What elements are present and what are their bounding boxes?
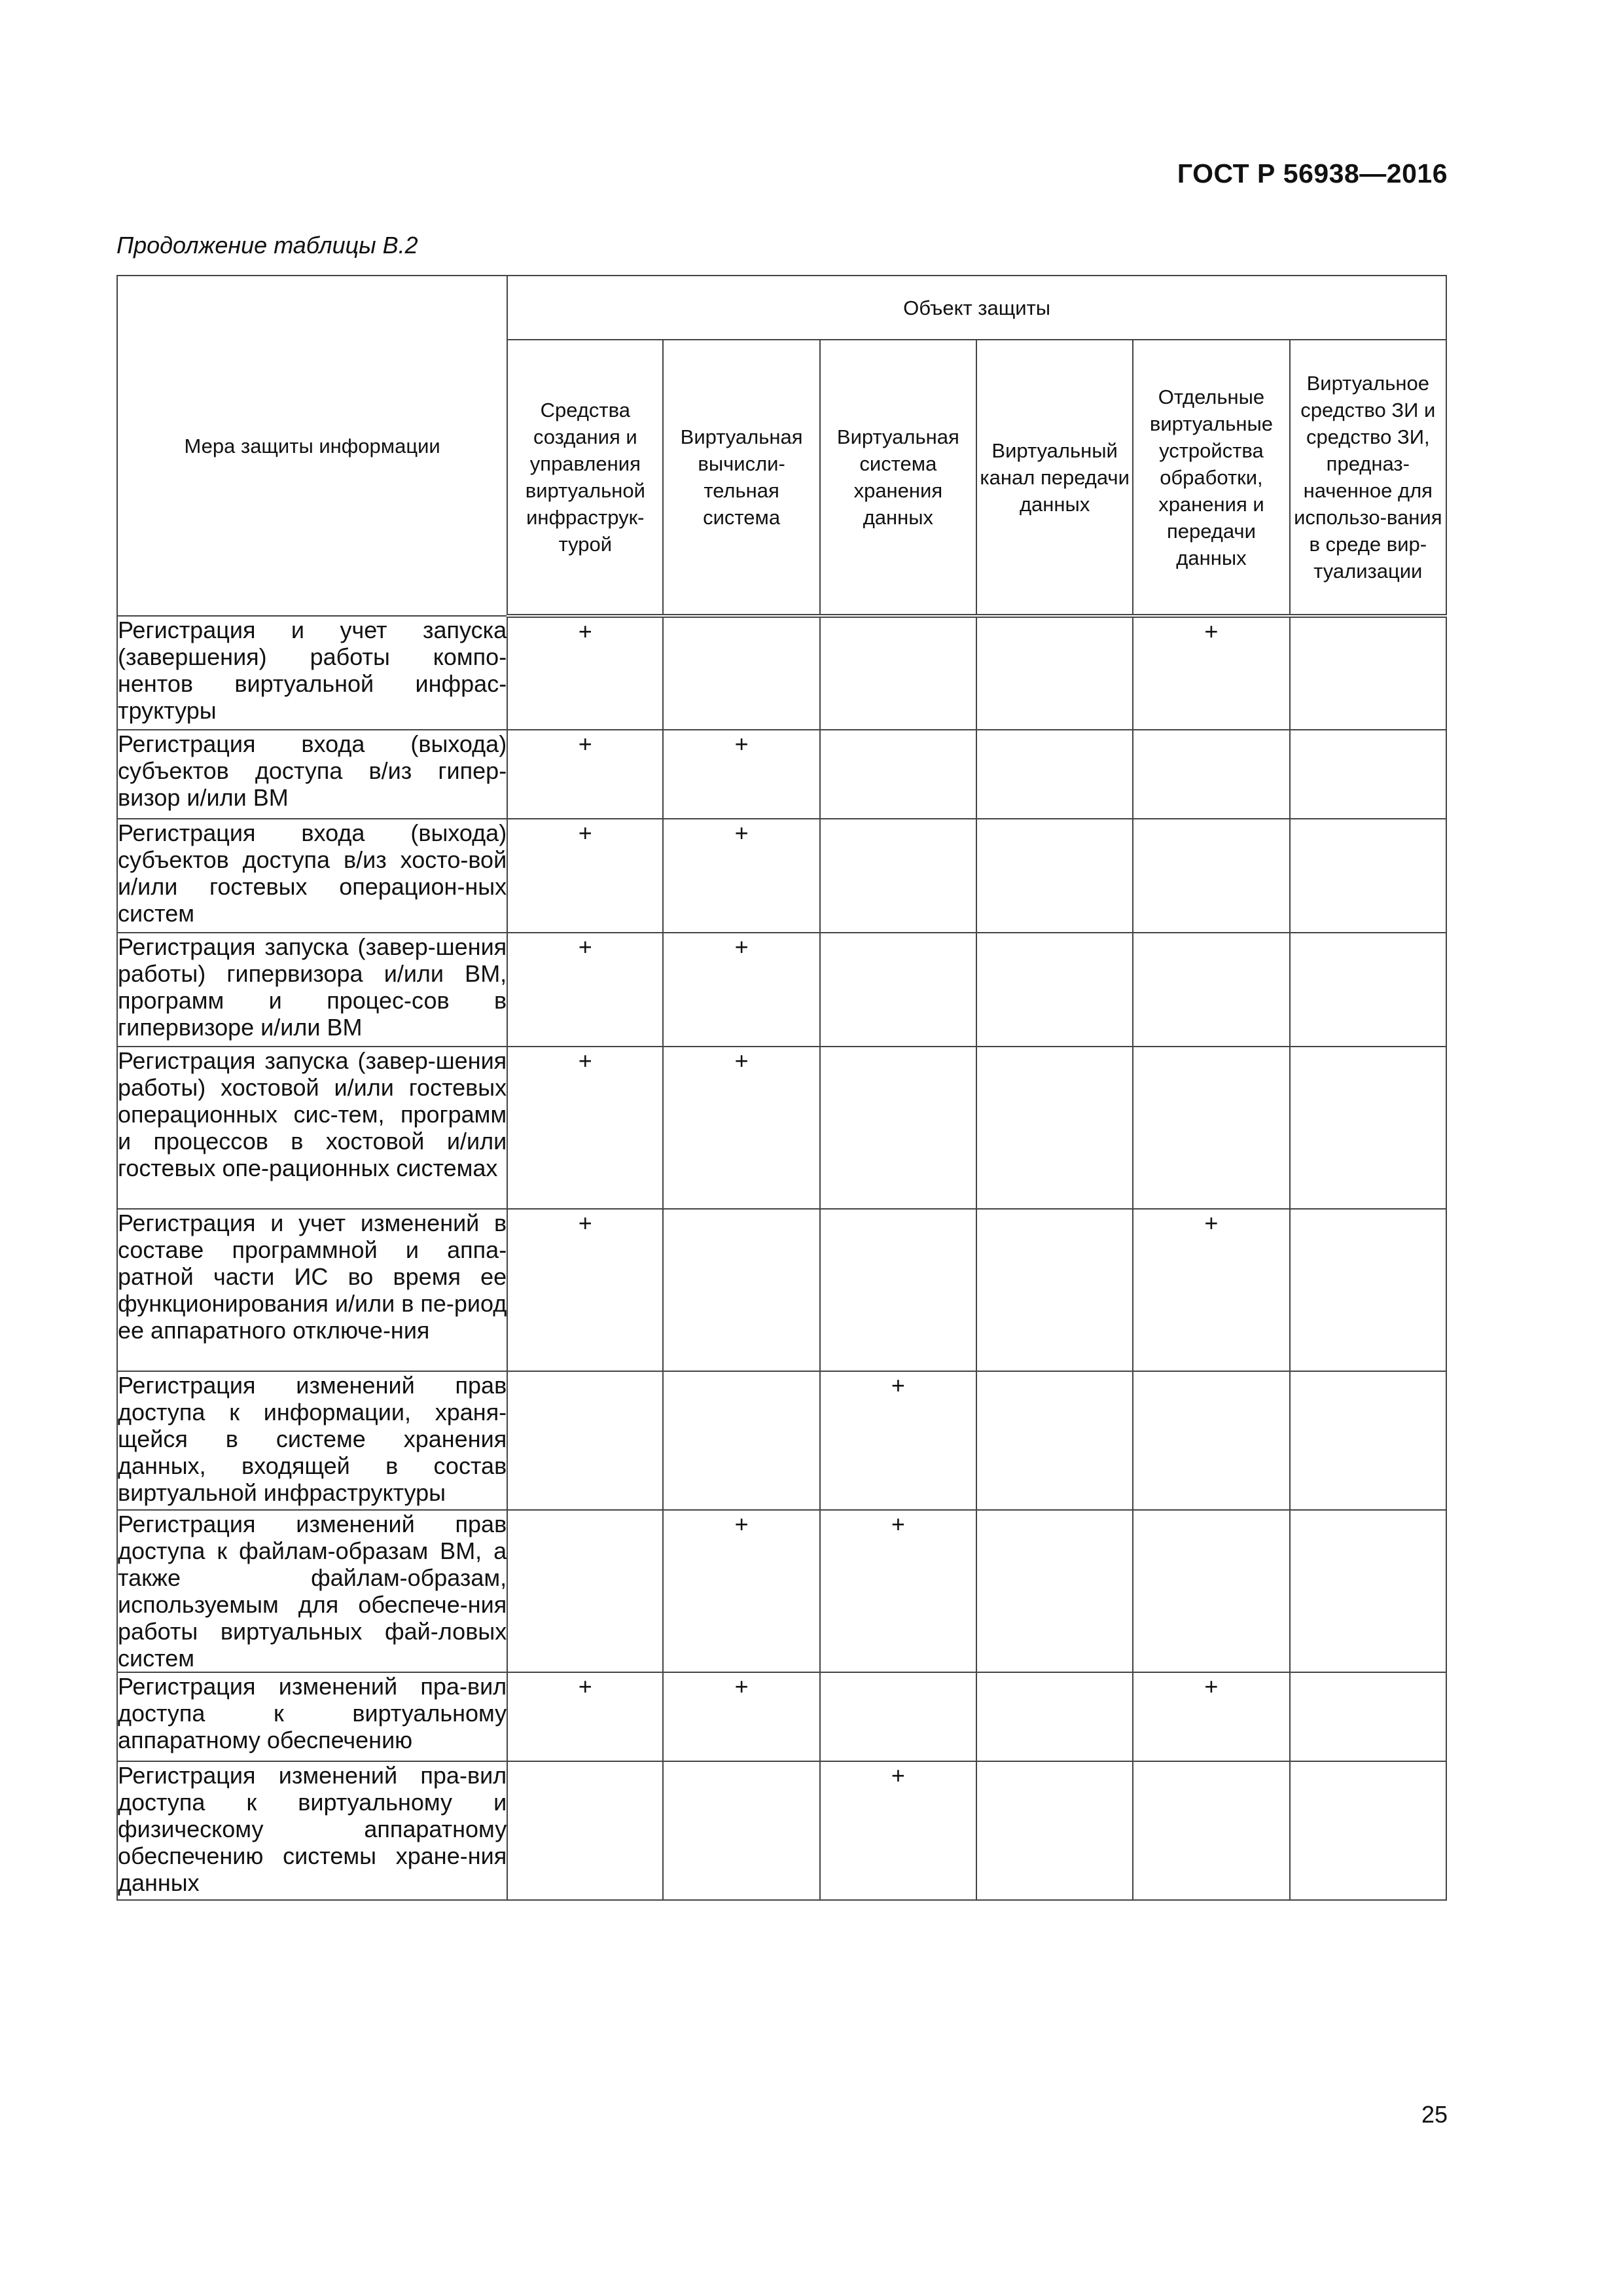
mark-cell <box>1133 1047 1289 1209</box>
mark-cell <box>663 1209 819 1371</box>
mark-cell <box>1290 730 1446 819</box>
document-code: ГОСТ Р 56938—2016 <box>1177 158 1448 188</box>
mark-cell: + <box>507 819 663 933</box>
protection-object-group-header: Объект защиты <box>507 276 1446 340</box>
mark-cell <box>1133 933 1289 1047</box>
measure-cell: Регистрация изменений пра-вил доступа к виртуальному аппаратному обеспечению <box>117 1672 507 1761</box>
table-row <box>117 730 1446 819</box>
table-row <box>117 1209 1446 1371</box>
mark-cell <box>820 1047 976 1209</box>
mark-cell <box>976 1672 1133 1761</box>
measure-cell: Регистрация изменений пра-вил доступа к виртуальному и физическому аппаратному обеспечению системы хране-ния данных <box>117 1761 507 1900</box>
mark-cell <box>820 819 976 933</box>
mark-cell <box>1290 1672 1446 1761</box>
protection-measures-table <box>116 275 1447 1901</box>
mark-cell: + <box>1133 616 1289 730</box>
column-header-4: Виртуальный канал передачи данных <box>976 340 1133 616</box>
mark-cell: + <box>663 819 819 933</box>
column-header-6: Виртуальное средство ЗИ и средство ЗИ, предназ-наченное для использо-вания в среде вир-туализации <box>1290 340 1446 616</box>
measure-cell: Регистрация запуска (завер-шения работы) гипервизора и/или ВМ, программ и процес-сов в гипервизоре и/или ВМ <box>117 933 507 1047</box>
table-row <box>117 1047 1446 1209</box>
mark-cell <box>1290 1047 1446 1209</box>
measure-cell: Регистрация и учет изменений в составе программной и аппа-ратной части ИС во время ее функционирования и/или в пе-риод ее аппаратного отключе-ния <box>117 1209 507 1371</box>
mark-cell <box>976 933 1133 1047</box>
mark-cell <box>976 1510 1133 1672</box>
mark-cell <box>976 616 1133 730</box>
mark-cell <box>1133 1371 1289 1510</box>
mark-cell <box>976 1209 1133 1371</box>
mark-cell: + <box>663 730 819 819</box>
table-row <box>117 1371 1446 1510</box>
mark-cell <box>1290 616 1446 730</box>
mark-cell <box>976 1371 1133 1510</box>
mark-cell <box>820 933 976 1047</box>
measure-cell: Регистрация входа (выхода) субъектов доступа в/из гипер-визор и/или ВМ <box>117 730 507 819</box>
mark-cell <box>1290 1371 1446 1510</box>
mark-cell <box>820 616 976 730</box>
mark-cell: + <box>663 1510 819 1672</box>
table-row <box>117 616 1446 730</box>
mark-cell <box>1290 819 1446 933</box>
mark-cell: + <box>820 1371 976 1510</box>
measure-cell: Регистрация запуска (завер-шения работы) хостовой и/или гостевых операционных сис-тем, программ и процессов в хостовой и/или гостевых опе-рационных системах <box>117 1047 507 1209</box>
measure-cell: Регистрация и учет запуска (завершения) работы компо-нентов виртуальной инфрас-труктуры <box>117 616 507 730</box>
mark-cell: + <box>1133 1209 1289 1371</box>
mark-cell: + <box>507 730 663 819</box>
table-row <box>117 819 1446 933</box>
mark-cell <box>663 616 819 730</box>
column-header-1: Средства создания и управления виртуальной инфраструк-турой <box>507 340 663 616</box>
mark-cell <box>976 1761 1133 1900</box>
mark-cell: + <box>820 1510 976 1672</box>
mark-cell <box>976 730 1133 819</box>
column-header-2: Виртуальная вычисли-тельная система <box>663 340 819 616</box>
mark-cell: + <box>1133 1672 1289 1761</box>
mark-cell <box>1133 1510 1289 1672</box>
measure-cell: Регистрация входа (выхода) субъектов доступа в/из хосто-вой и/или гостевых операцион-ных систем <box>117 819 507 933</box>
measure-cell: Регистрация изменений прав доступа к информации, храня-щейся в системе хранения данных, входящей в состав виртуальной инфраструктуры <box>117 1371 507 1510</box>
mark-cell <box>507 1510 663 1672</box>
mark-cell: + <box>507 1672 663 1761</box>
column-header-5: Отдельные виртуальные устройства обработки, хранения и передачи данных <box>1133 340 1289 616</box>
mark-cell: + <box>507 1047 663 1209</box>
mark-cell: + <box>507 933 663 1047</box>
mark-cell <box>1290 1510 1446 1672</box>
table-row <box>117 1510 1446 1672</box>
mark-cell <box>976 1047 1133 1209</box>
column-header-3: Виртуальная система хранения данных <box>820 340 976 616</box>
mark-cell: + <box>663 1047 819 1209</box>
mark-cell: + <box>663 933 819 1047</box>
mark-cell: + <box>507 616 663 730</box>
mark-cell <box>507 1761 663 1900</box>
mark-cell: + <box>663 1672 819 1761</box>
mark-cell <box>1290 1209 1446 1371</box>
mark-cell <box>1290 933 1446 1047</box>
mark-cell <box>820 1672 976 1761</box>
mark-cell <box>820 1209 976 1371</box>
measure-cell: Регистрация изменений прав доступа к файлам-образам ВМ, а также файлам-образам, используемым для обеспече-ния работы виртуальных фай-ловых систем <box>118 1511 507 1672</box>
measure-column-header: Мера защиты информации <box>117 276 507 616</box>
mark-cell <box>1133 730 1289 819</box>
table-caption: Продолжение таблицы В.2 <box>116 232 418 259</box>
mark-cell <box>663 1761 819 1900</box>
table-row <box>117 933 1446 1047</box>
page-number: 25 <box>1421 2101 1448 2128</box>
mark-cell <box>663 1371 819 1510</box>
mark-cell <box>976 819 1133 933</box>
mark-cell <box>1133 1761 1289 1900</box>
mark-cell <box>507 1371 663 1510</box>
table-row <box>117 1672 1446 1761</box>
mark-cell <box>1133 819 1289 933</box>
mark-cell: + <box>820 1761 976 1900</box>
mark-cell <box>820 730 976 819</box>
mark-cell: + <box>507 1209 663 1371</box>
mark-cell <box>1290 1761 1446 1900</box>
table-row <box>117 1761 1446 1900</box>
